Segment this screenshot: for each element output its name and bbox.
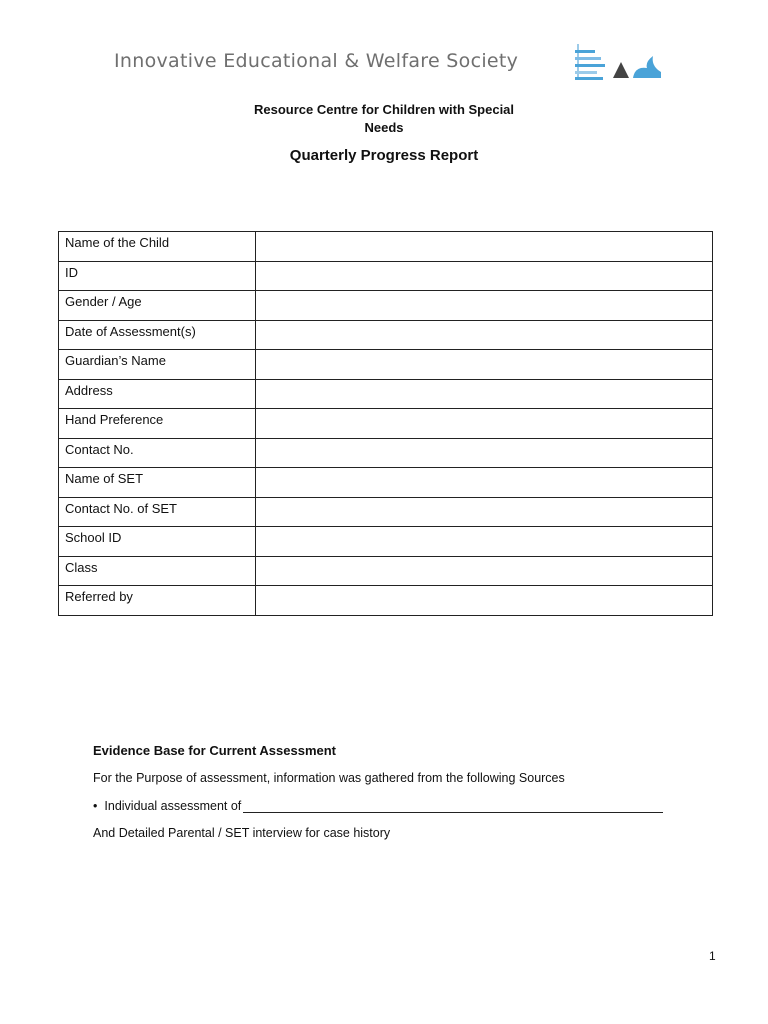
table-row xyxy=(59,261,713,291)
field-value[interactable] xyxy=(256,232,713,262)
field-value[interactable] xyxy=(256,379,713,409)
field-label: Contact No. xyxy=(59,438,256,468)
field-label: Class xyxy=(59,556,256,586)
field-value[interactable] xyxy=(256,291,713,321)
field-value[interactable] xyxy=(256,468,713,498)
iews-logo-icon xyxy=(573,42,665,82)
report-title: Quarterly Progress Report xyxy=(289,147,479,164)
evidence-heading: Evidence Base for Current Assessment xyxy=(93,743,337,758)
subtitle-line-2: Needs xyxy=(364,120,404,135)
bullet-icon: • xyxy=(93,799,98,813)
table-row xyxy=(59,379,713,409)
table-row xyxy=(59,527,713,557)
field-label: Gender / Age xyxy=(59,291,256,321)
table-row xyxy=(59,409,713,439)
field-label: Referred by xyxy=(59,586,256,616)
subtitle-line-1: Resource Centre for Children with Special xyxy=(253,102,515,117)
field-label: Name of SET xyxy=(59,468,256,498)
evidence-intro: For the Purpose of assessment, information was gathered from the following Sources xyxy=(93,771,565,785)
field-value[interactable] xyxy=(256,261,713,291)
field-value[interactable] xyxy=(256,409,713,439)
field-label: Guardian’s Name xyxy=(59,350,256,380)
table-row xyxy=(59,468,713,498)
field-label: Date of Assessment(s) xyxy=(59,320,256,350)
child-details-table xyxy=(58,231,713,616)
field-label: Hand Preference xyxy=(59,409,256,439)
bullet-text: Individual assessment of xyxy=(104,799,242,813)
field-value[interactable] xyxy=(256,556,713,586)
field-label: Name of the Child xyxy=(59,232,256,262)
evidence-closing: And Detailed Parental / SET interview for case history xyxy=(93,826,391,840)
field-value[interactable] xyxy=(256,586,713,616)
table-row xyxy=(59,556,713,586)
field-value[interactable] xyxy=(256,350,713,380)
table-row xyxy=(59,497,713,527)
table-row xyxy=(59,291,713,321)
field-value[interactable] xyxy=(256,497,713,527)
document-subtitle xyxy=(234,101,534,137)
table-row xyxy=(59,586,713,616)
evidence-bullet-item xyxy=(93,798,663,813)
table-row xyxy=(59,232,713,262)
field-label: Address xyxy=(59,379,256,409)
field-value[interactable] xyxy=(256,320,713,350)
field-label: Contact No. of SET xyxy=(59,497,256,527)
table-row xyxy=(59,350,713,380)
page-number: 1 xyxy=(709,949,716,963)
field-value[interactable] xyxy=(256,527,713,557)
table-row xyxy=(59,320,713,350)
table-row xyxy=(59,438,713,468)
assessment-blank-line[interactable] xyxy=(243,798,663,813)
field-label: School ID xyxy=(59,527,256,557)
organization-name: Innovative Educational & Welfare Society xyxy=(114,50,519,72)
field-label: ID xyxy=(59,261,256,291)
field-value[interactable] xyxy=(256,438,713,468)
